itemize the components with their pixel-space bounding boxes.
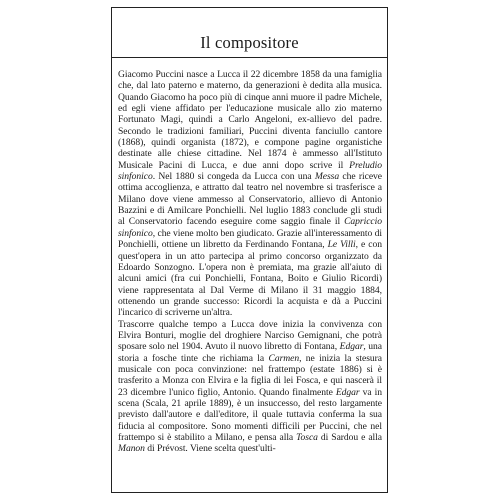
body-paragraph <box>118 69 382 319</box>
italic-title-text: Tosca <box>296 432 318 443</box>
italic-title-text: Edgar <box>339 341 364 353</box>
italic-title-text: Carmen <box>268 352 300 364</box>
page-title: Il compositore <box>200 33 299 52</box>
paragraph-text: Trascorre qualche tempo a Lucca dove inizia la convivenza con Elvira Bonturi, moglie del droghiere Narciso Gemignani, che potrà sposare solo nel 1904. Avuto il nuovo libretto di Fontana, <box>118 318 382 353</box>
italic-title-text: Capriccio sinfonico <box>118 216 382 239</box>
italic-title-text: Manon <box>118 443 145 455</box>
paragraph-text: Giacomo Puccini nasce a Lucca il 22 dicembre 1858 da una famiglia che, dal lato paterno e materno, da generazioni è dedita alla musica. Quando Giacomo ha poco più di cinque anni muore il padre Michele, ed egli viene affidato per l'educazione musicale allo zio materno Fortunato Magi, quindi a Carlo Angeloni, ex-allievo del padre. Secondo le tradizioni familiari, Puccini diventa fanciullo cantore (1868), quindi organista (1872), e compone pagine organistiche destinate alle chiese cittadine. Nel 1874 è ammesso all'Istituto Musicale Pacini di Lucca, e due anni dopo scrive il <box>118 69 382 171</box>
paragraph-text: , e con quest'opera in un atto partecipa al primo concorso organizzato da Edoardo Sonzogno. L'opera non è premiata, ma grazie all'aiuto di alcuni amici (fra cui Ponchielli, Fontana, Boito e Giulio Ricordi) viene rappresentata al Dal Verme di Milano il 31 maggio 1884, ottenendo un grande successo: Ricordi la acquista e dà a Puccini l'incarico di scriverne un'altra. <box>118 239 382 319</box>
italic-title-text: Preludio sinfonico <box>118 159 382 183</box>
paragraph-text: di Prévost. Viene scelta quest'ulti- <box>144 443 276 455</box>
paragraph-text: che riceve ottima accoglienza, e attratto dal teatro nel novembre si trasferisce a Milano dove viene ammesso al Conservatorio, allievo di Antonio Bazzini e di Amilcare Ponchielli. Nel luglio 1883 conclude gli studi al Conservatorio facendo eseguire come saggio finale il <box>118 171 382 228</box>
body-paragraph <box>118 319 382 455</box>
title-divider <box>111 57 388 58</box>
italic-title-text: Le Villi <box>327 239 356 251</box>
body-text <box>118 69 382 455</box>
italic-title-text: Messa <box>314 171 340 183</box>
paragraph-text: va in scena (Scala, 21 aprile 1889), è un insuccesso, del resto largamente previsto dall'autore e dall'editore, il quale tuttavia conferma la sua fiducia al compositore. Sono momenti difficili per Puccini, che nel frattempo si è stabilito a Milano, e pensa alla <box>118 386 382 443</box>
paragraph-text: , ne inizia la stesura musicale con poca convinzione: nel frattempo (estate 1886) si è trasferito a Monza con Elvira e la figlia di lei Fosca, e qui nascerà il 23 dicembre l'unico figlio, Antonio. Quando finalmente <box>118 352 382 398</box>
paragraph-text: di Sardou e alla <box>317 432 382 443</box>
italic-title-text: Edgar <box>335 386 360 398</box>
paragraph-text: . Nel 1880 si congeda da Lucca con una <box>152 171 315 183</box>
paragraph-text: , che viene molto ben giudicato. Grazie all'interessamento di Ponchielli, ottiene un libretto da Ferdinando Fontana, <box>118 227 382 251</box>
paragraph-text: , una storia a fosche tinte che richiama la <box>118 341 382 364</box>
